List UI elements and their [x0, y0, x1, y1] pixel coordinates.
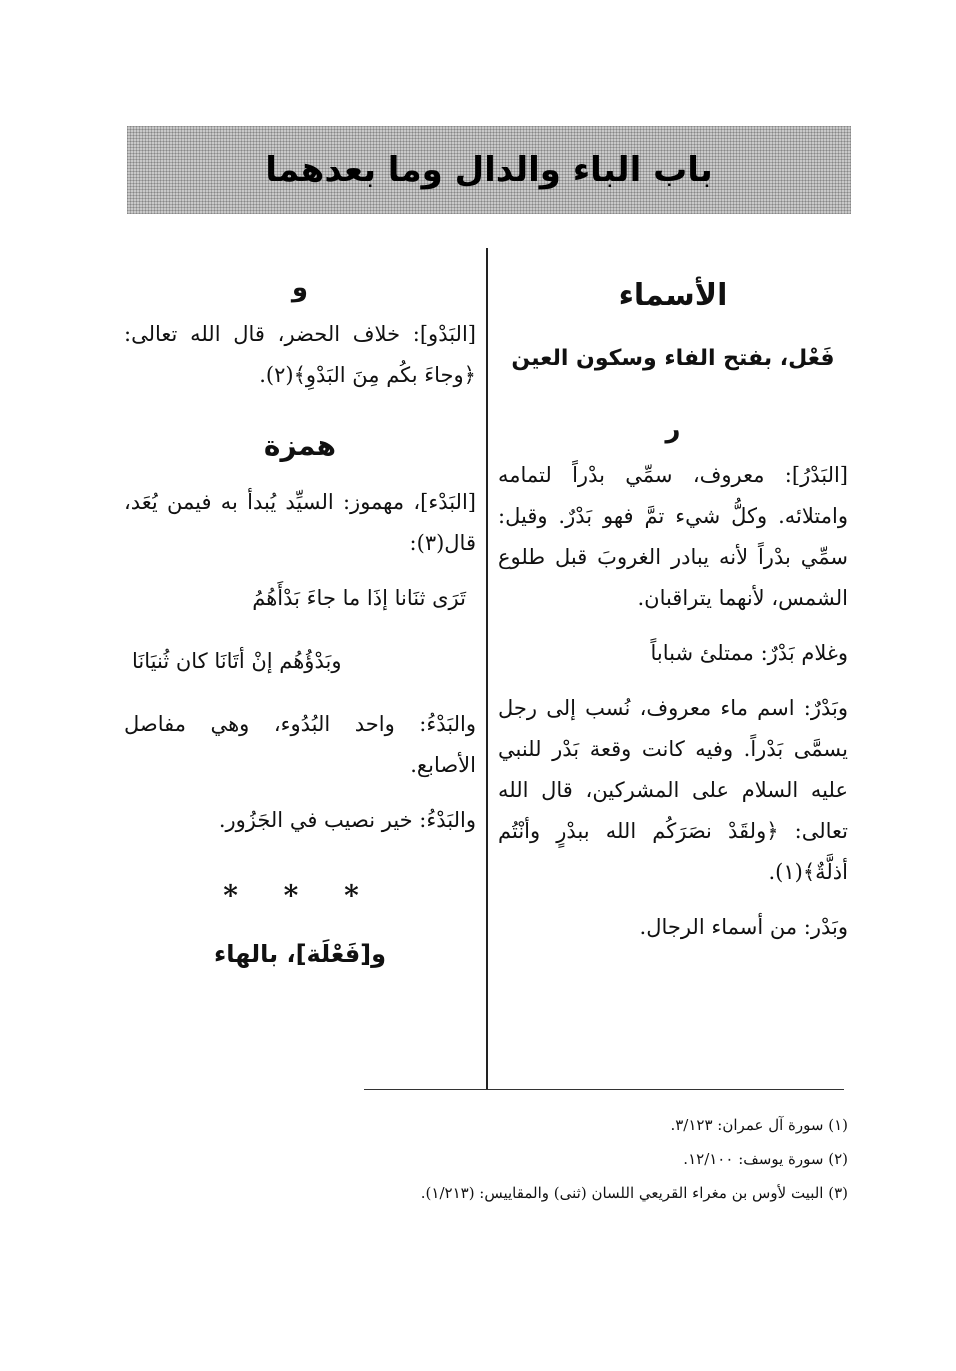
chapter-banner	[127, 126, 851, 214]
entry-paragraph: [البَدْء]، مهموز: السيِّد يُبدأ به فيمن يُعَد، قال(٣):	[124, 490, 476, 555]
letter-heading: ر	[665, 414, 681, 444]
footnote-rule	[364, 1089, 844, 1090]
left-column	[124, 268, 476, 979]
section-subheading: و[فَعْلَة]، بالهاء	[213, 940, 387, 968]
section-heading: همزة	[263, 429, 337, 462]
entry-paragraph: وبَدْرٌ: اسم ماء معروف، نُسب إلى رجل يسمَّى بَدْراً. وفيه كانت وقعة بَدْر للنبي عليه السلام على المشركين، قال الله تعالى: ﴿ولقَدْ نصَرَكُم الله ببدْرٍ وأنْتُم أذلَّةٌ﴾(١).	[498, 696, 848, 884]
footnotes	[421, 1108, 848, 1210]
letter-heading: و	[291, 273, 309, 303]
entry-paragraph: وغلام بَدْرٌ: ممتلئ شباباً	[650, 641, 848, 665]
right-column	[498, 272, 848, 962]
verse-line: وبَدْؤُهُم إنْ أتَانَا كان ثُنيَانَا	[132, 649, 342, 673]
entry-paragraph: والبَدْءُ: واحد البُدُوء، وهي مفاصل الأصابع.	[124, 712, 476, 777]
section-separator: * * *	[223, 879, 377, 912]
section-subheading: فَعْل، بفتح الفاء وسكون العين	[511, 346, 835, 371]
verse-line: تَرَى ثنَانا إذَا ما جاءَ بَدْأَهُمُ	[252, 586, 466, 610]
chapter-title: باب الباء والدال وما بعدهما	[265, 150, 713, 190]
footnote: (٣) البيت لأوس بن مغراء القريعي اللسان (ثنى) والمقاييس: (١/٢١٣).	[420, 1184, 848, 1202]
entry-paragraph: [البَدْو]: خلاف الحضر، قال الله تعالى: ﴿وجاءَ بكُم مِنَ البَدْوِ﴾(٢).	[124, 322, 476, 387]
footnote: (٢) سورة يوسف: ١٢/١٠٠.	[683, 1150, 848, 1168]
entry-paragraph: والبَدْءُ: خير نصيب في الجَزُور.	[218, 808, 476, 832]
entry-paragraph: وبَدْر: من أسماء الرجال.	[639, 915, 848, 939]
section-heading: الأسماء	[618, 278, 728, 313]
entry-paragraph: [البَدْرُ]: معروف، سمِّي بدْراً لتمامه وامتلائه. وكلُّ شيء تمَّ فهو بَدْرٌ. وقيل: سمِّي بدْراً لأنه يبادر الغروبَ قبل طلوع الشمس، لأنهما يتراقبان.	[498, 463, 848, 610]
column-divider	[486, 248, 488, 1090]
footnote: (١) سورة آل عمران: ٣/١٢٣.	[670, 1116, 848, 1134]
